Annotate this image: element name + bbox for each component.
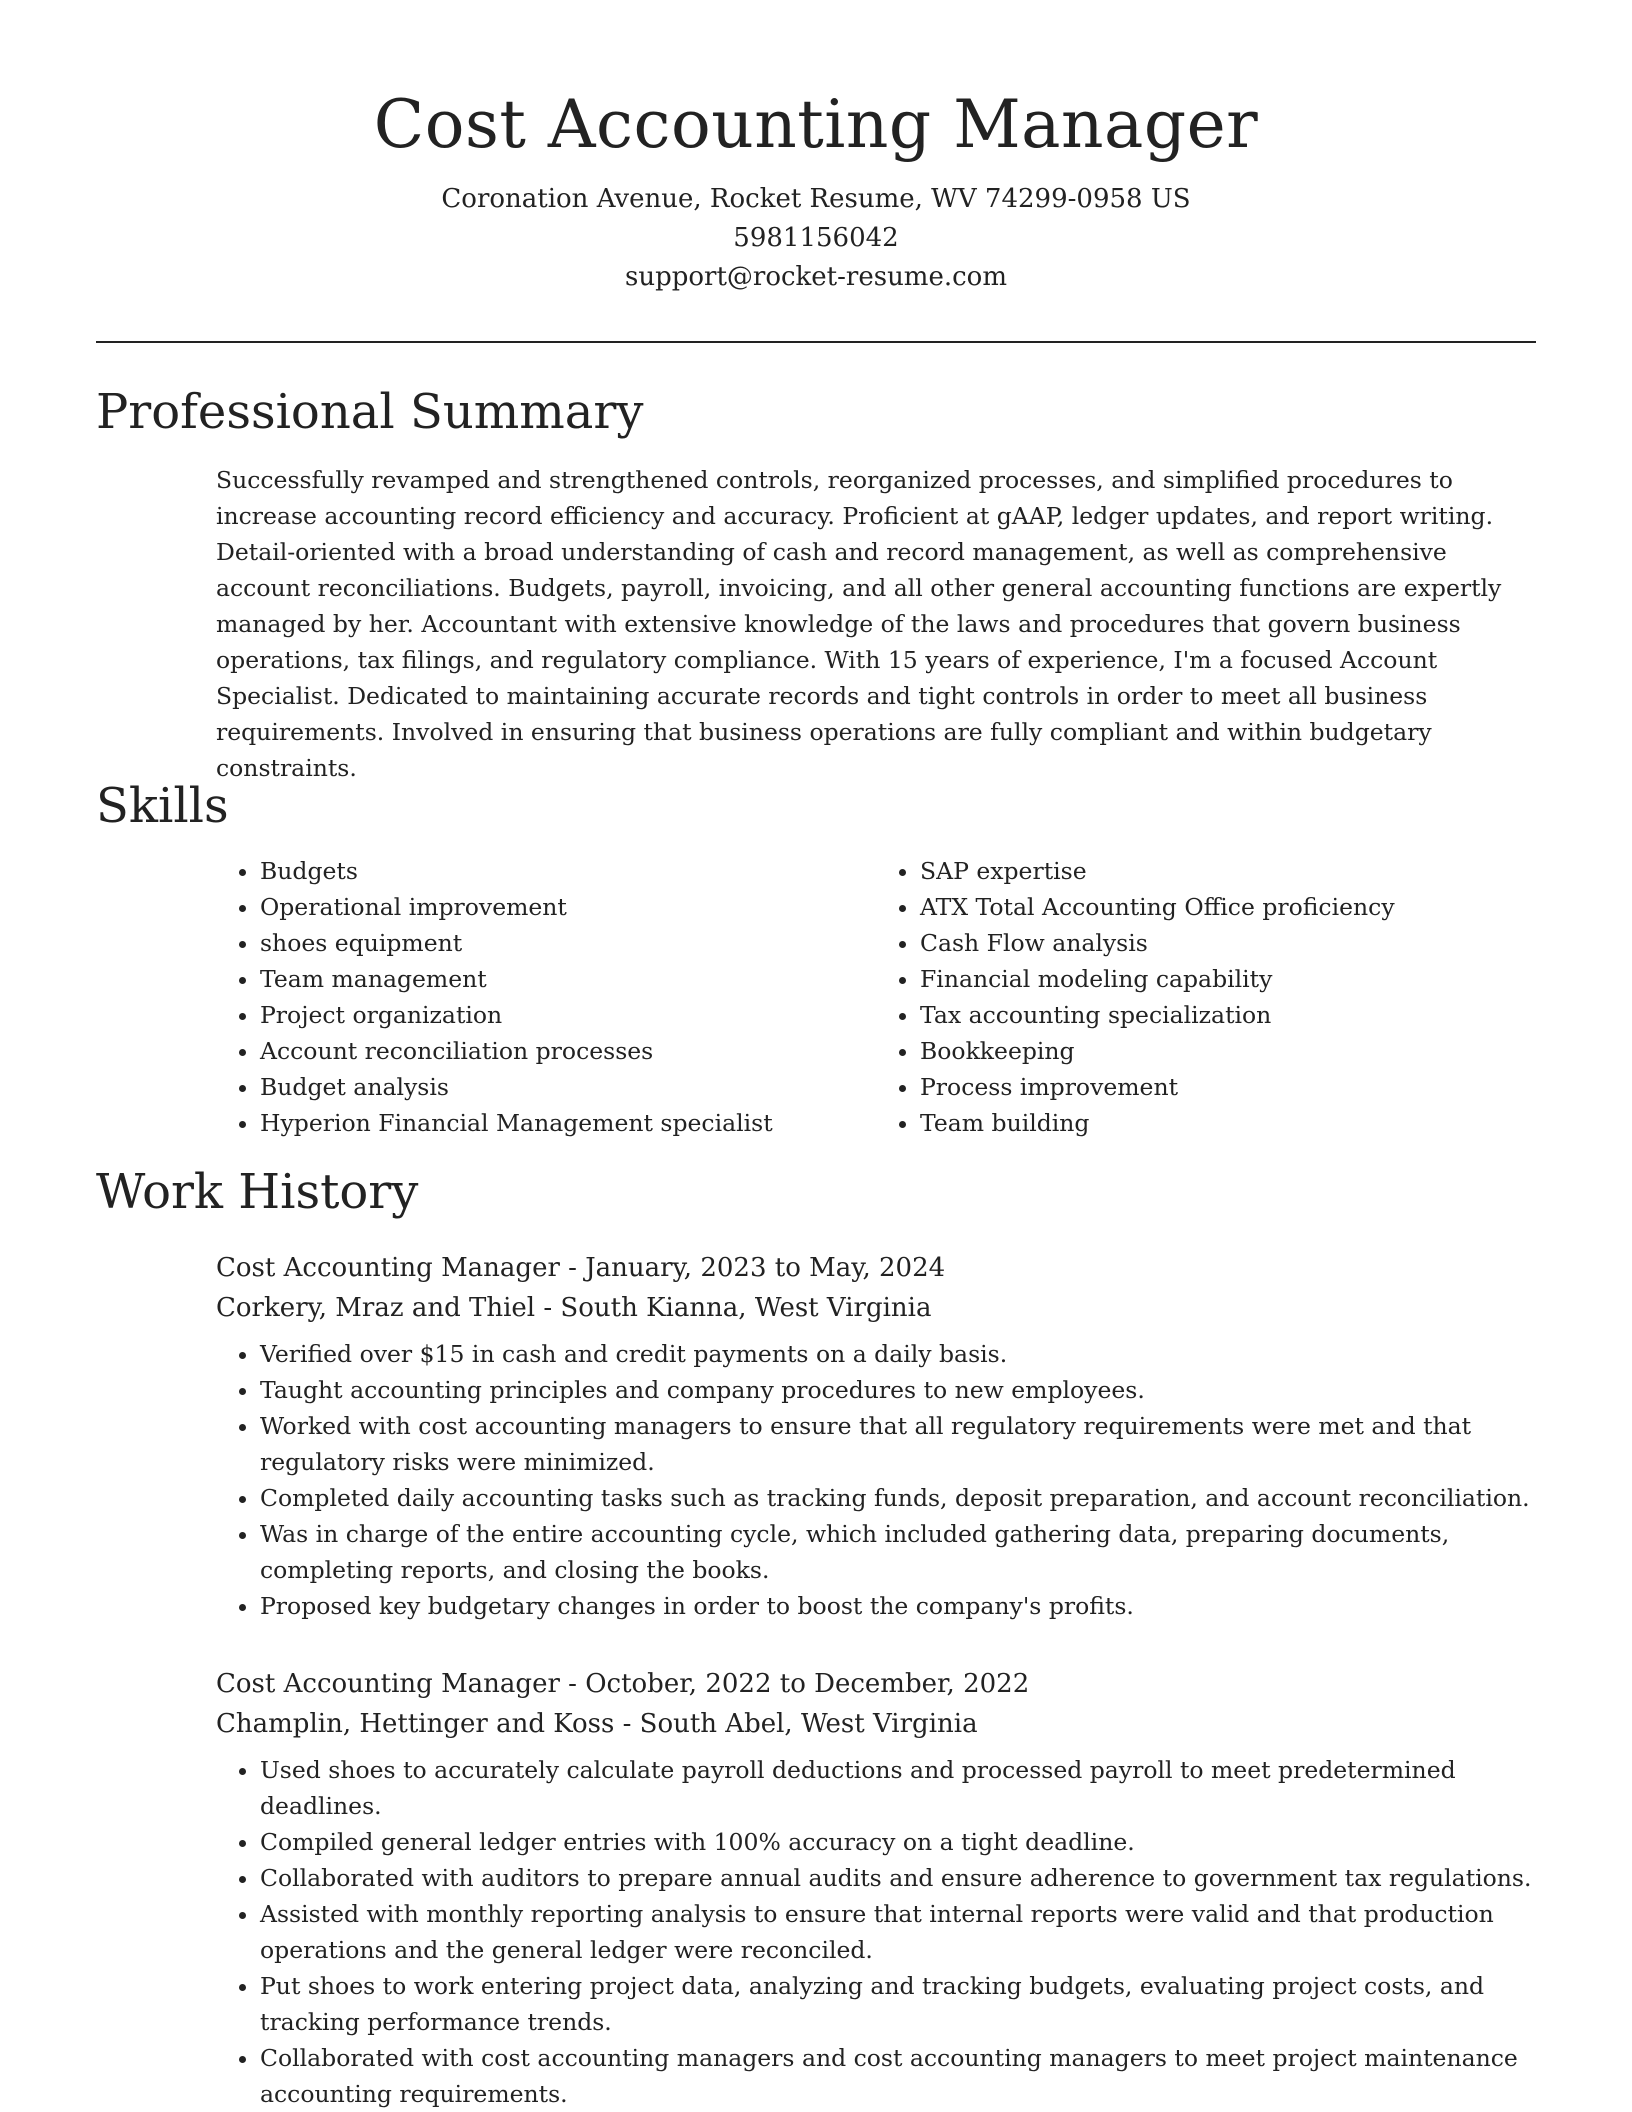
skills-column-left: [216, 853, 876, 1141]
list-item: • Budgets: [260, 853, 876, 889]
job-company: Champlin, Hettinger and Koss: [216, 1709, 615, 1739]
list-item: • Process improvement: [920, 1069, 1536, 1105]
job-dates: - January, 2023 to May, 2024: [559, 1253, 946, 1283]
job-location: - South Abel, West Virginia: [614, 1709, 978, 1739]
list-item: • shoes equipment: [260, 925, 876, 961]
list-item: • Put shoes to work entering project data, analyzing and tracking budgets, evaluating project costs, and tracking performance trends.: [260, 1968, 1541, 2040]
job-title-line: [216, 1248, 1541, 1288]
header-divider: [96, 341, 1536, 343]
skills-column-right: [876, 853, 1536, 1141]
list-item: • Operational improvement: [260, 889, 876, 925]
list-item: • Team building: [920, 1105, 1536, 1141]
list-item: • Used shoes to accurately calculate payroll deductions and processed payroll to meet predetermined deadlines.: [260, 1752, 1541, 1824]
list-item: • Project organization: [260, 997, 876, 1033]
list-item: • Worked with cost accounting managers to ensure that all regulatory requirements were met and that regulatory risks were minimized.: [260, 1408, 1541, 1480]
list-item: • Tax accounting specialization: [920, 997, 1536, 1033]
job-duties: [216, 1336, 1541, 1624]
job-location: - South Kianna, West Virginia: [535, 1293, 932, 1323]
job-company: Corkery, Mraz and Thiel: [216, 1293, 536, 1323]
list-item: • Account reconciliation processes: [260, 1033, 876, 1069]
candidate-name: Cost Accounting Manager: [373, 86, 1259, 163]
list-item: • Proposed key budgetary changes in order to boost the company's profits.: [260, 1588, 1541, 1624]
job-company-line: [216, 1288, 1541, 1328]
list-item: • Hyperion Financial Management specialist: [260, 1105, 876, 1141]
contact-info: [0, 180, 1632, 297]
list-item: • Budget analysis: [260, 1069, 876, 1105]
job-dates: - October, 2022 to December, 2022: [559, 1669, 1030, 1699]
resume-header: [0, 0, 1632, 297]
list-item: • Financial modeling capability: [920, 961, 1536, 997]
list-item: • Bookkeeping: [920, 1033, 1536, 1069]
list-item: • Completed daily accounting tasks such as tracking funds, deposit preparation, and account reconciliation.: [260, 1480, 1541, 1516]
job-company-line: [216, 1704, 1541, 1744]
email: support@rocket-resume.com: [624, 262, 1007, 292]
job-entry: [216, 1664, 1541, 2112]
summary-text: Successfully revamped and strengthened controls, reorganized processes, and simplified procedures to increase accounting record efficiency and accuracy. Proficient at gAAP, ledger updates, and report writing. Detail-oriented with a broad understanding of cash and record management, as well as comprehensive account reconciliations. Budgets, payroll, invoicing, and all other general accounting functions are expertly managed by her. Accountant with extensive knowledge of the laws and procedures that govern business operations, tax filings, and regulatory compliance. With 15 years of experience, I'm a focused Account Specialist. Dedicated to maintaining accurate records and tight controls in order to meet all business requirements. Involved in ensuring that business operations are fully compliant and within budgetary constraints.: [216, 466, 1502, 782]
list-item: • ATX Total Accounting Office proficiency: [920, 889, 1536, 925]
list-item: • Assisted with monthly reporting analysis to ensure that internal reports were valid and that production operations and the general ledger were reconciled.: [260, 1896, 1541, 1968]
skills-list: [216, 853, 1536, 1141]
list-item: • Team management: [260, 961, 876, 997]
list-item: • Cash Flow analysis: [920, 925, 1536, 961]
list-item: • Was in charge of the entire accounting cycle, which included gathering data, preparing documents, completing reports, and closing the books.: [260, 1516, 1541, 1588]
job-entry: [216, 1248, 1541, 1624]
section-title-skills: Skills: [96, 778, 229, 834]
list-item: • Collaborated with cost accounting managers and cost accounting managers to meet project maintenance accounting requirements.: [260, 2040, 1541, 2112]
list-item: • Compiled general ledger entries with 100% accuracy on a tight deadline.: [260, 1824, 1541, 1860]
list-item: • Taught accounting principles and company procedures to new employees.: [260, 1372, 1541, 1408]
section-title-work-history: Work History: [96, 1164, 419, 1220]
list-item: • Verified over $15 in cash and credit payments on a daily basis.: [260, 1336, 1541, 1372]
list-item: • Collaborated with auditors to prepare annual audits and ensure adherence to government tax regulations.: [260, 1860, 1541, 1896]
list-item: • SAP expertise: [920, 853, 1536, 889]
job-role: Cost Accounting Manager: [216, 1669, 560, 1699]
address: Coronation Avenue, Rocket Resume, WV 74299-0958 US: [441, 184, 1191, 214]
phone: 5981156042: [733, 223, 899, 253]
job-title-line: [216, 1664, 1541, 1704]
job-role: Cost Accounting Manager: [216, 1253, 560, 1283]
job-duties: [216, 1752, 1541, 2112]
section-title-summary: Professional Summary: [96, 384, 644, 440]
